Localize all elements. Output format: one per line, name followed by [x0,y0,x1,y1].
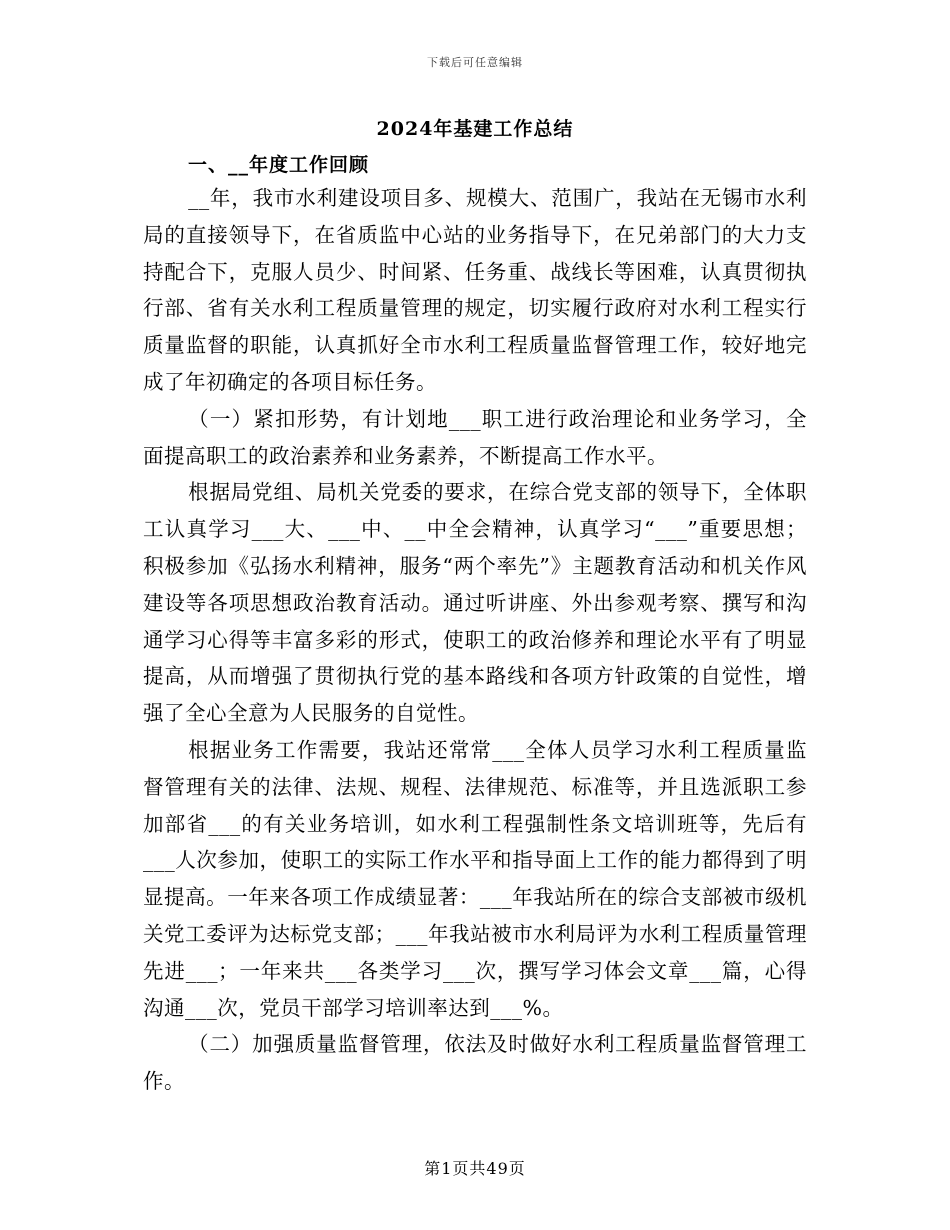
page-footer: 第1页共49页 [424,1159,526,1178]
paragraph-political-study: 根据局党组、局机关党委的要求，在综合党支部的领导下，全体职工认真学习___大、___中、__中全会精神，认真学习“___”重要思想；积极参加《弘扬水利精神，服务“两个率先”》主题教育活动和机关作风建设等各项思想政治教育活动。通过听讲座、外出参观考察、撰写和沟通学习心得等丰富多彩的形式，使职工的政治修养和理论水平有了明显提高，从而增强了贯彻执行党的基本路线和各项方针政策的自觉性，增强了全心全意为人民服务的自觉性。 [143,480,807,726]
paragraph-intro: __年，我市水利建设项目多、规模大、范围广，我站在无锡市水利局的直接领导下，在省质监中心站的业务指导下，在兄弟部门的大力支持配合下，克服人员少、时间紧、任务重、战线长等困难，认真贯彻执行部、省有关水利工程质量管理的规定，切实履行政府对水利工程实行质量监督的职能，认真抓好全市水利工程质量监督管理工作，较好地完成了年初确定的各项目标任务。 [143,186,807,394]
header-note: 下载后可任意编辑 [427,56,523,69]
section-heading: 一、__年度工作回顾 [188,154,370,176]
paragraph-business-study: 根据业务工作需要，我站还常常___全体人员学习水利工程质量监督管理有关的法律、法规、规程、法律规范、标准等，并且选派职工参加部省___的有关业务培训，如水利工程强制性条文培训班等，先后有___人次参加，使职工的实际工作水平和指导面上工作的能力都得到了明显提高。一年来各项工作成绩显著：___年我站所在的综合支部被市级机关党工委评为达标党支部；___年我站被市水利局评为水利工程质量管理先进___；一年来共___各类学习___次，撰写学习体会文章___篇，心得沟通___次，党员干部学习培训率达到___%。 [143,737,807,1020]
document-body [143,180,807,1100]
document-title: 2024年基建工作总结 [376,118,574,140]
paragraph-subheading-1: （一）紧扣形势，有计划地___职工进行政治理论和业务学习，全面提高职工的政治素养和业务素养，不断提高工作水平。 [143,406,807,468]
paragraph-subheading-2: （二）加强质量监督管理，依法及时做好水利工程质量监督管理工作。 [143,1032,807,1094]
